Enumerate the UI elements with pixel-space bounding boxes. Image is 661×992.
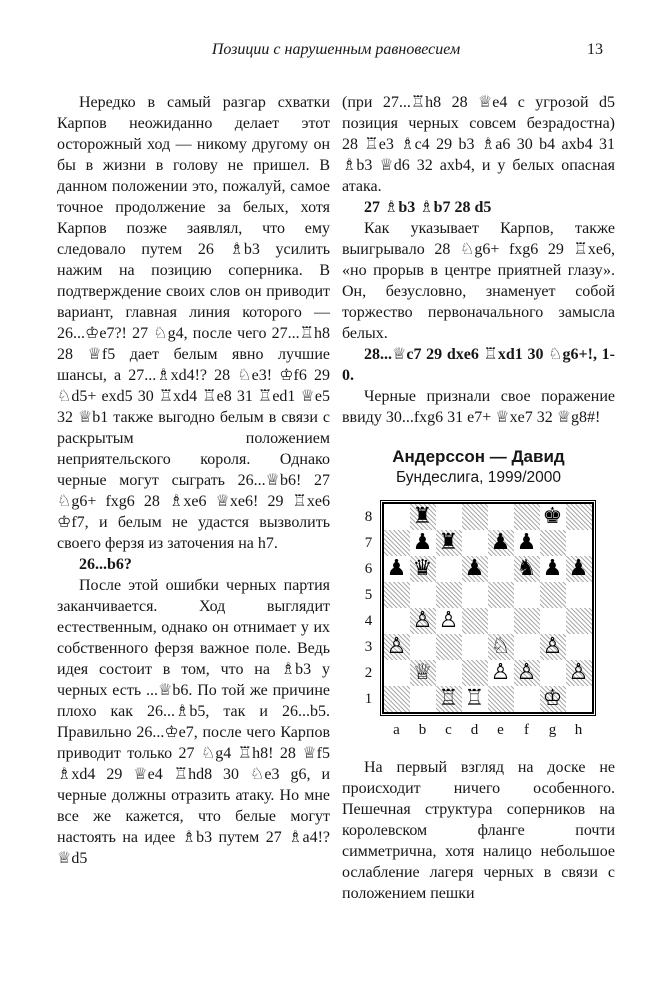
square-e7 [488, 530, 514, 556]
square-f3 [514, 634, 540, 660]
chess-diagram [362, 500, 596, 741]
black-pawn-piece: ♟ [490, 530, 511, 555]
square-g5 [540, 582, 566, 608]
rank-label-5: 5 [364, 587, 373, 603]
square-c3 [436, 634, 462, 660]
square-d6 [462, 556, 488, 582]
paragraph-variation-continuation: (при 27...♖h8 28 ♕e4 с угрозой d5 позиция черных совсем безрадостна) 28 ♖e3 ♗c4 29 b3 ♗a6 30 b4 axb4 31 ♗b3 ♕d6 32 axb4, и у белых опасная атака. [342, 94, 615, 195]
right-column-bottom-text [342, 757, 615, 904]
paragraph-karpov-commentary: Нередко в самый разгар схватки Карпов неожиданно делает этот осторожный ход — никому другому он бы в жизни в голову не пришел. В данном положении это, пожалуй, самое точное продолжение за белых, хотя Карпов позже заявлял, что ему следовало путем 26 ♗b3 усилить нажим на позицию соперника. В подтверждение своих слов он приводит вариант, главная линия которого — 26...♔e7?! 27 ♘g4, после чего 27...♖h8 28 ♕f5 дает белым явно лучшие шансы, а 27...♗xd4!? 28 ♘e3! ♔f6 29 ♘d5+ exd5 30 ♖xd4 ♖e8 31 ♖ed1 ♕e5 32 ♕b1 также выгодно белым в связи с раскрытым положением неприятельского короля. Однако черные могут сыграть 26...♕b6! 27 ♘g6+ fxg6 28 ♗xe6 ♕xe6! 29 ♖xe6 ♔f7, и белым не удастся вызволить своего ферзя из заточения на h7. [57, 94, 330, 552]
square-h8 [566, 504, 592, 530]
rank-label-6: 6 [364, 561, 373, 577]
paragraph-mistake-analysis: После этой ошибки черных партия заканчивается. Ход выглядит естественным, однако он отнимает у их собственного ферзя важное поле. Ведь идея состоит в том, что на ♗b3 у черных есть ...♕b6. По той же причине плохо как 26...♗b5, так и 26...b5. Правильно 26...♔e7, после чего Карпов приводит только 27 ♘g4 ♖h8! 28 ♕f5 ♗xd4 29 ♕e4 ♖hd8 30 ♘e3 g6, и черные должны отразить атаку. Но мне все же кажется, что белые могут настоять на идее ♗b3 путем 27 ♗a4!? ♕d5 [57, 577, 330, 867]
square-d4 [462, 608, 488, 634]
square-b4 [410, 608, 436, 634]
white-pawn-piece: ♙ [568, 660, 589, 685]
file-label-h: h [574, 722, 583, 738]
rank-label-7: 7 [364, 535, 373, 551]
game-header [342, 446, 615, 488]
white-pawn-piece: ♙ [490, 660, 511, 685]
page-number: 13 [587, 41, 603, 58]
paragraph-karpov-quote: Как указывает Карпов, также выигрывало 28 ♘g6+ fxg6 29 ♖xe6, «но прорыв в центре приятней глазу». Он, безусловно, знаменует собой торжество первоначального замысла белых. [342, 220, 615, 342]
square-a4 [384, 608, 410, 634]
square-h4 [566, 608, 592, 634]
square-f5 [514, 582, 540, 608]
white-pawn-piece: ♙ [438, 608, 459, 633]
square-c7 [436, 530, 462, 556]
black-pawn-piece: ♟ [464, 556, 485, 581]
rank-labels [362, 500, 376, 716]
white-pawn-piece: ♙ [412, 608, 433, 633]
square-g1 [540, 686, 566, 712]
square-h2 [566, 660, 592, 686]
square-e4 [488, 608, 514, 634]
square-f1 [514, 686, 540, 712]
left-column [57, 92, 330, 904]
square-a2 [384, 660, 410, 686]
white-knight-piece: ♘ [490, 634, 511, 659]
white-king-piece: ♔ [542, 686, 563, 711]
white-queen-piece: ♕ [412, 660, 433, 685]
square-c1 [436, 686, 462, 712]
square-e1 [488, 686, 514, 712]
square-a1 [384, 686, 410, 712]
square-h5 [566, 582, 592, 608]
white-rook-piece: ♖ [464, 686, 485, 711]
white-pawn-piece: ♙ [386, 634, 407, 659]
white-rook-piece: ♖ [438, 686, 459, 711]
square-d8 [462, 504, 488, 530]
square-b7 [410, 530, 436, 556]
black-queen-piece: ♛ [412, 556, 433, 581]
square-g8 [540, 504, 566, 530]
square-a5 [384, 582, 410, 608]
move-subheading: 26...b6? [79, 556, 132, 573]
running-head-title: Позиции с нарушенным равновесием [211, 41, 461, 58]
square-b8 [410, 504, 436, 530]
square-g7 [540, 530, 566, 556]
square-g3 [540, 634, 566, 660]
square-h6 [566, 556, 592, 582]
square-f2 [514, 660, 540, 686]
file-label-f: f [524, 722, 529, 738]
square-e6 [488, 556, 514, 582]
file-label-c: c [445, 722, 452, 738]
square-a6 [384, 556, 410, 582]
square-a3 [384, 634, 410, 660]
move-subheading: 27 ♗b3 ♗b7 28 d5 [364, 199, 492, 216]
square-g4 [540, 608, 566, 634]
game-players: Андерссон — Давид [392, 447, 565, 466]
square-b5 [410, 582, 436, 608]
square-c2 [436, 660, 462, 686]
file-label-e: e [497, 722, 504, 738]
black-pawn-piece: ♟ [412, 530, 433, 555]
white-pawn-piece: ♙ [516, 660, 537, 685]
square-e8 [488, 504, 514, 530]
square-f6 [514, 556, 540, 582]
paragraph-position-overview: На первый взгляд на доске не происходит ничего особенного. Пешечная структура соперников на королевском фланге почти симметрична, хотя налицо небольшое ослабление лагеря черных в связи с положением пешки [342, 759, 615, 902]
square-g2 [540, 660, 566, 686]
square-d2 [462, 660, 488, 686]
file-label-a: a [393, 722, 400, 738]
right-column-top-text [342, 92, 615, 428]
file-labels [384, 720, 596, 741]
square-d1 [462, 686, 488, 712]
square-e5 [488, 582, 514, 608]
square-g6 [540, 556, 566, 582]
square-h7 [566, 530, 592, 556]
move-subheading: 28...♕c7 29 dxe6 ♖xd1 30 ♘g6+!, 1-0. [342, 346, 615, 384]
rank-label-8: 8 [364, 509, 373, 525]
square-f7 [514, 530, 540, 556]
square-c5 [436, 582, 462, 608]
square-d7 [462, 530, 488, 556]
paragraph-resignation: Черные признали свое поражение ввиду 30...fxg6 31 e7+ ♕xe7 32 ♕g8#! [342, 388, 615, 426]
game-event: Бундеслига, 1999/2000 [395, 469, 562, 486]
file-label-g: g [548, 722, 557, 738]
black-pawn-piece: ♟ [386, 556, 407, 581]
black-rook-piece: ♜ [412, 504, 433, 529]
square-b2 [410, 660, 436, 686]
square-c6 [436, 556, 462, 582]
black-rook-piece: ♜ [438, 530, 459, 555]
square-d5 [462, 582, 488, 608]
square-a7 [384, 530, 410, 556]
file-label-d: d [470, 722, 479, 738]
black-king-piece: ♚ [542, 504, 563, 529]
rank-label-4: 4 [364, 613, 373, 629]
square-e3 [488, 634, 514, 660]
square-h3 [566, 634, 592, 660]
square-f8 [514, 504, 540, 530]
square-a8 [384, 504, 410, 530]
square-c8 [436, 504, 462, 530]
black-pawn-piece: ♟ [568, 556, 589, 581]
square-b3 [410, 634, 436, 660]
rank-label-3: 3 [364, 639, 373, 655]
rank-label-1: 1 [364, 691, 373, 707]
square-h1 [566, 686, 592, 712]
square-b1 [410, 686, 436, 712]
right-column [342, 92, 615, 904]
black-pawn-piece: ♟ [516, 530, 537, 555]
board-frame [380, 500, 596, 716]
square-d3 [462, 634, 488, 660]
square-e2 [488, 660, 514, 686]
board [382, 502, 594, 714]
black-pawn-piece: ♟ [542, 556, 563, 581]
square-b6 [410, 556, 436, 582]
file-label-b: b [418, 722, 427, 738]
square-c4 [436, 608, 462, 634]
white-pawn-piece: ♙ [542, 634, 563, 659]
black-knight-piece: ♞ [516, 556, 537, 581]
square-f4 [514, 608, 540, 634]
rank-label-2: 2 [364, 665, 373, 681]
text-columns [57, 92, 615, 904]
